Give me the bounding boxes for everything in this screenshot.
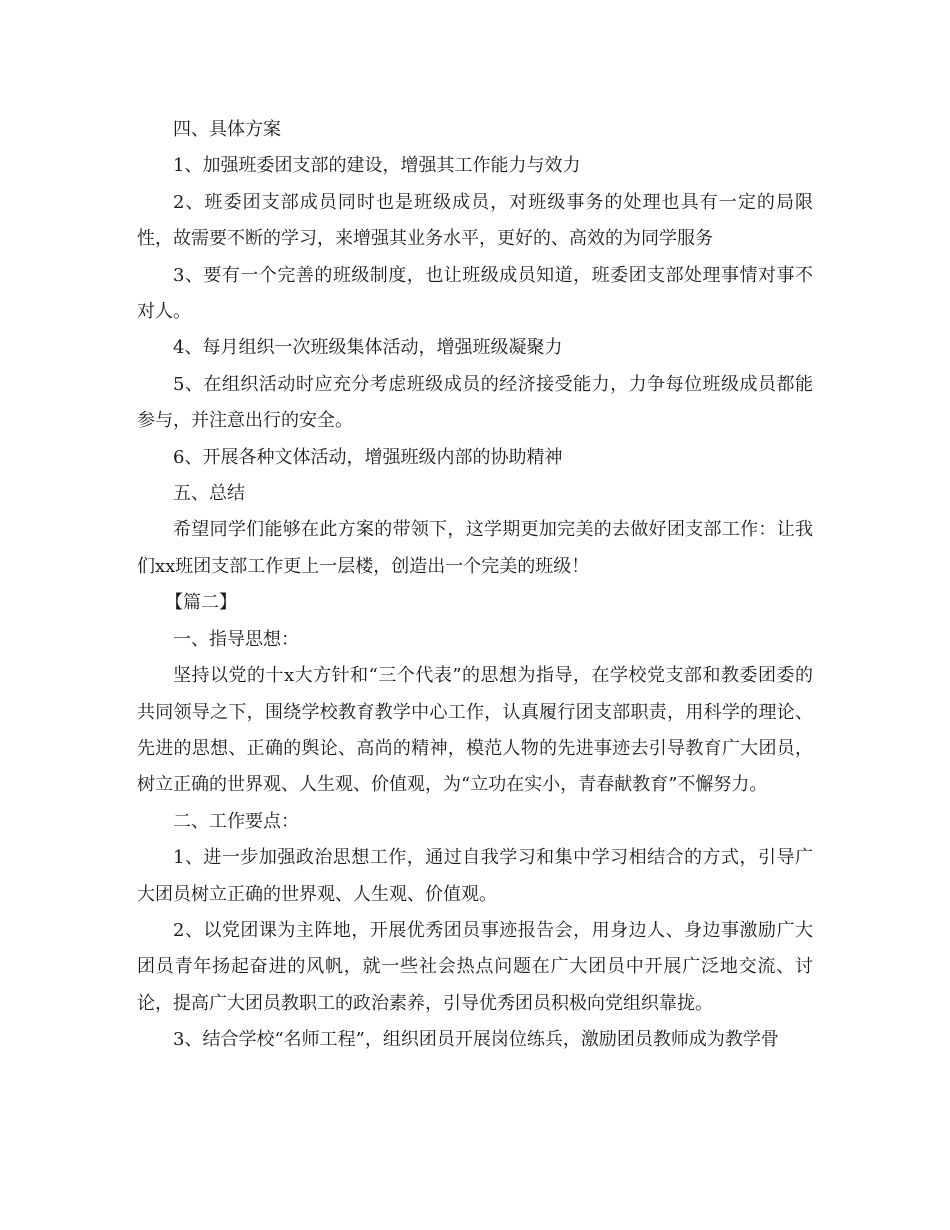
paragraph-plan-2: 2、班委团支部成员同时也是班级成员，对班级事务的处理也具有一定的局限性，故需要不断的学习，来增强其业务水平，更好的、高效的为同学服务 — [137, 191, 813, 250]
paragraph-work-point-3: 3、结合学校“名师工程”，组织团员开展岗位练兵，激励团员教师成为教学骨 — [173, 1029, 779, 1051]
paragraph-work-point-2: 2、以党团课为主阵地，开展优秀团员事迹报告会，用身边人、身边事激励广大团员青年扬起奋进的风帆，就一些社会热点问题在广大团员中开展广泛地交流、讨论，提高广大团员教职工的政治素养，引导优秀团员积极向党组织靠拢。 — [137, 919, 813, 1014]
section-heading-guiding-ideology: 一、指导思想： — [173, 628, 299, 650]
paragraph-work-point-1: 1、进一步加强政治思想工作，通过自我学习和集中学习相结合的方式，引导广大团员树立正确的世界观、人生观、价值观。 — [137, 847, 813, 905]
paragraph-plan-5: 5、在组织活动时应充分考虑班级成员的经济接受能力，力争每位班级成员都能参与，并注意出行的安全。 — [137, 373, 813, 432]
section-heading-plan: 四、具体方案 — [173, 119, 281, 140]
paragraph-plan-4: 4、每月组织一次班级集体活动，增强班级凝聚力 — [173, 337, 563, 359]
section-heading-work-points: 二、工作要点： — [173, 810, 299, 832]
section-heading-summary: 五、总结 — [173, 483, 245, 505]
paragraph-plan-3: 3、要有一个完善的班级制度，也让班级成员知道，班委团支部处理事情对事不对人。 — [137, 264, 813, 323]
section-heading-part-two: 【篇二】 — [165, 592, 237, 614]
paragraph-guiding-ideology: 坚持以党的十x大方针和“三个代表”的思想为指导，在学校党支部和教委团委的共同领导之下，围绕学校教育教学中心工作，认真履行团支部职责，用科学的理论、先进的思想、正确的舆论、高尚的精神，模范人物的先进事迹去引导教育广大团员，树立正确的世界观、人生观、价值观，为“立功在实小，青春献教育”不懈努力。 — [137, 665, 813, 796]
paragraph-summary: 希望同学们能够在此方案的带领下，这学期更加完美的去做好团支部工作：让我们xx班团支部工作更上一层楼，创造出一个完美的班级！ — [137, 519, 813, 577]
document-body — [137, 112, 813, 1059]
paragraph-plan-6: 6、开展各种文体活动，增强班级内部的协助精神 — [173, 446, 563, 468]
paragraph-plan-1: 1、加强班委团支部的建设，增强其工作能力与效力 — [173, 155, 581, 177]
